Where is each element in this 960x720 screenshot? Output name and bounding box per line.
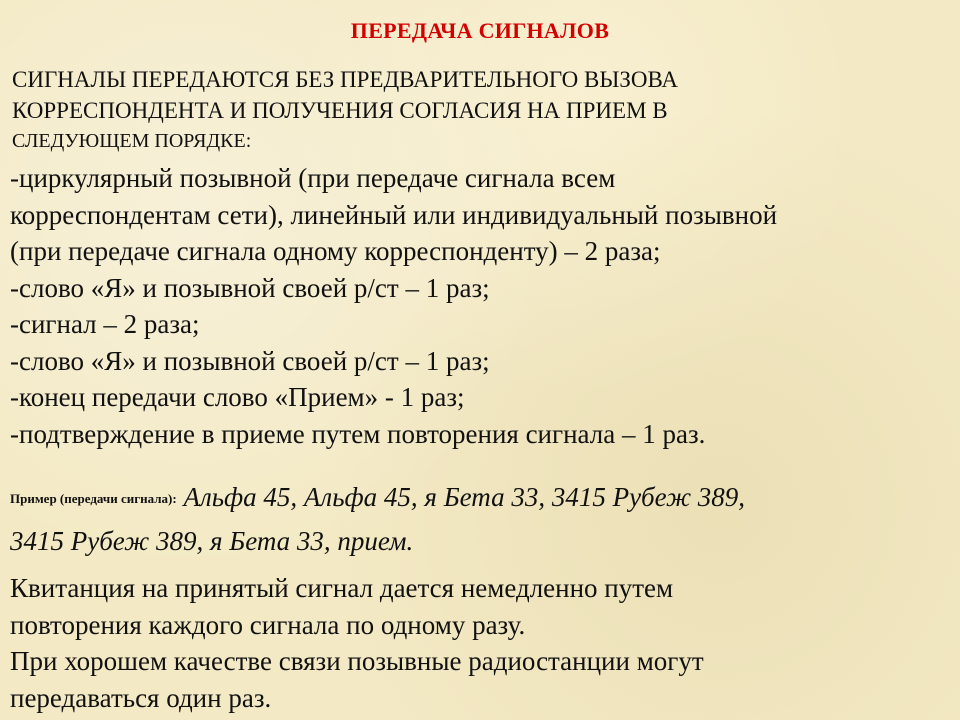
step-line: -конец передачи слово «Прием» - 1 раз; bbox=[10, 382, 465, 412]
example-text: Альфа 45, Альфа 45, я Бета 33, 3415 Рубеж 389, bbox=[183, 482, 746, 512]
slide-title: ПЕРЕДАЧА СИГНАЛОВ bbox=[350, 18, 610, 43]
example-block bbox=[10, 476, 950, 563]
receipt-line: повторения каждого сигнала по одному разу. bbox=[10, 609, 526, 640]
step-line: -циркулярный позывной (при передаче сигнала всем bbox=[10, 163, 616, 193]
step-line: -слово «Я» и позывной своей р/ст – 1 раз; bbox=[10, 272, 490, 303]
receipt-line: При хорошем качестве связи позывные радиостанции могут bbox=[10, 646, 704, 676]
step-line: -подтверждение в приеме путем повторения сигнала – 1 раз. bbox=[10, 418, 706, 449]
signal-steps-list bbox=[10, 160, 950, 452]
receipt-paragraph bbox=[10, 570, 950, 716]
receipt-line: передаваться один раз. bbox=[10, 682, 272, 713]
receipt-line: Квитанция на принятый сигнал дается немедленно путем bbox=[10, 573, 674, 603]
example-line bbox=[10, 476, 950, 520]
step-line: -сигнал – 2 раза; bbox=[10, 309, 200, 339]
intro-line: СИГНАЛЫ ПЕРЕДАЮТСЯ БЕЗ ПРЕДВАРИТЕЛЬНОГО ВЫЗОВА bbox=[12, 67, 679, 92]
example-label: Пример (передачи сигнала): bbox=[10, 491, 177, 506]
intro-paragraph bbox=[12, 64, 942, 157]
intro-line: СЛЕДУЮЩЕМ ПОРЯДКЕ: bbox=[12, 130, 252, 152]
step-line: корреспондентам сети), линейный или индивидуальный позывной bbox=[10, 199, 778, 230]
intro-line: КОРРЕСПОНДЕНТА И ПОЛУЧЕНИЯ СОГЛАСИЯ НА ПРИЕМ В bbox=[12, 98, 668, 123]
example-text: 3415 Рубеж 389, я Бета 33, прием. bbox=[10, 526, 414, 556]
step-line: -слово «Я» и позывной своей р/ст – 1 раз; bbox=[10, 345, 490, 376]
step-line: (при передаче сигнала одному корреспонденту) – 2 раза; bbox=[10, 236, 661, 266]
